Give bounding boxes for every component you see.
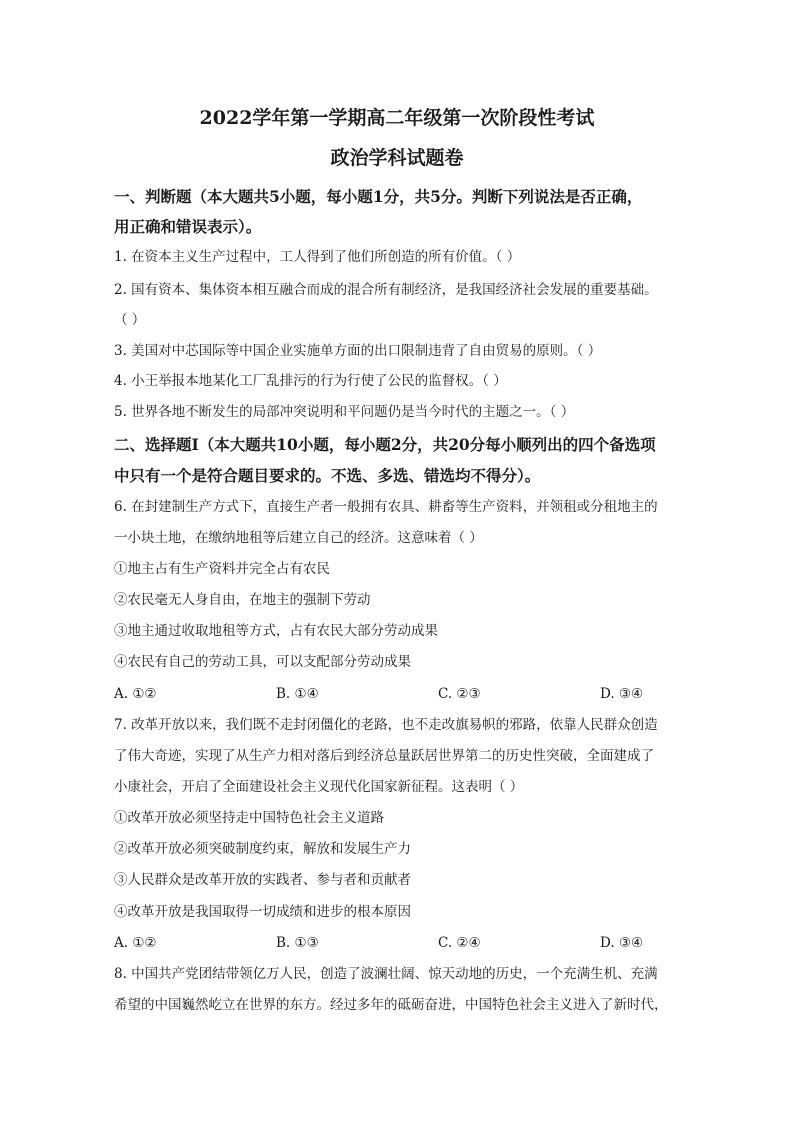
section1-heading-line2: 用正确和错误表示）。 [114, 217, 262, 236]
q7-options [114, 933, 674, 953]
q7-option-c: C. ②④ [438, 935, 481, 951]
q7-statement-1: ①改革开放必须坚持走中国特色社会主义道路 [114, 810, 384, 826]
q7-statement-2: ②改革开放必须突破制度约束，解放和发展生产力 [114, 841, 411, 857]
q8-stem-line2: 希望的中国巍然屹立在世界的东方。经过多年的砥砺奋进，中国特色社会主义进入了新时代， [114, 997, 668, 1013]
q7-statement-3: ③人民群众是改革开放的实践者、参与者和贡献者 [114, 872, 411, 888]
exam-title: 2022学年第一学期高二年级第一次阶段性考试 [199, 107, 595, 129]
judgment-question-3: 3. 美国对中芯国际等中国企业实施单方面的出口限制违背了自由贸易的原则。（ ） [114, 343, 602, 359]
judgment-question-5: 5. 世界各地不断发生的局部冲突说明和平问题仍是当今时代的主题之一。（ ） [114, 404, 575, 420]
judgment-question-4: 4. 小王举报本地某化工厂乱排污的行为行使了公民的监督权。（ ） [114, 373, 507, 389]
exam-subtitle: 政治学科试题卷 [330, 147, 464, 169]
q6-option-b: B. ①④ [276, 686, 319, 702]
section1-heading-line1: 一、判断题（本大题共5小题，每小题1分，共5分。判断下列说法是否正确， [114, 187, 643, 206]
q7-stem-line1: 7. 改革开放以来，我们既不走封闭僵化的老路，也不走改旗易帜的邪路，依靠人民群众创造 [114, 717, 658, 733]
q6-statement-3: ③地主通过收取地租等方式，占有农民大部分劳动成果 [114, 623, 438, 639]
q6-stem-line1: 6. 在封建制生产方式下，直接生产者一般拥有农具、耕畜等生产资料，并领租或分租地主的 [114, 499, 658, 515]
q6-option-d: D. ③④ [600, 686, 644, 702]
q7-statement-4: ④改革开放是我国取得一切成绩和进步的根本原因 [114, 904, 411, 920]
q7-option-d: D. ③④ [600, 935, 644, 951]
q6-option-c: C. ②③ [438, 686, 481, 702]
q7-option-b: B. ①③ [276, 935, 319, 951]
q6-statement-1: ①地主占有生产资料并完全占有农民 [114, 561, 330, 577]
q6-statement-4: ④农民有自己的劳动工具，可以支配部分劳动成果 [114, 654, 411, 670]
judgment-question-2-line1: 2. 国有资本、集体资本相互融合而成的混合所有制经济，是我国经济社会发展的重要基础。 [114, 282, 658, 298]
q7-stem-line2: 了伟大奇迹，实现了从生产力相对落后到经济总量跃居世界第二的历史性突破，全面建成了 [114, 748, 654, 764]
q6-statement-2: ②农民毫无人身自由，在地主的强制下劳动 [114, 592, 371, 608]
q8-stem-line1: 8. 中国共产党团结带领亿万人民，创造了波澜壮阔、惊天动地的历史，一个充满生机、充满 [114, 966, 658, 982]
q6-options [114, 684, 674, 704]
section2-heading-line1: 二、选择题Ⅰ（本大题共10小题，每小题2分，共20分每小顺列出的四个备选项 [114, 435, 656, 454]
q7-stem-line3: 小康社会，开启了全面建设社会主义现代化国家新征程。这表明（ ） [114, 779, 524, 795]
q7-option-a: A. ①② [114, 935, 157, 951]
q6-option-a: A. ①② [114, 686, 157, 702]
section2-heading-line2: 中只有一个是符合题目要求的。不选、多选、错选均不得分）。 [114, 466, 541, 485]
judgment-question-2-line2: （ ） [114, 312, 146, 328]
q6-stem-line2: 一小块土地，在缴纳地租等后建立自己的经济。这意味着（ ） [114, 530, 483, 546]
judgment-question-1: 1. 在资本主义生产过程中，工人得到了他们所创造的所有价值。（ ） [114, 249, 521, 265]
